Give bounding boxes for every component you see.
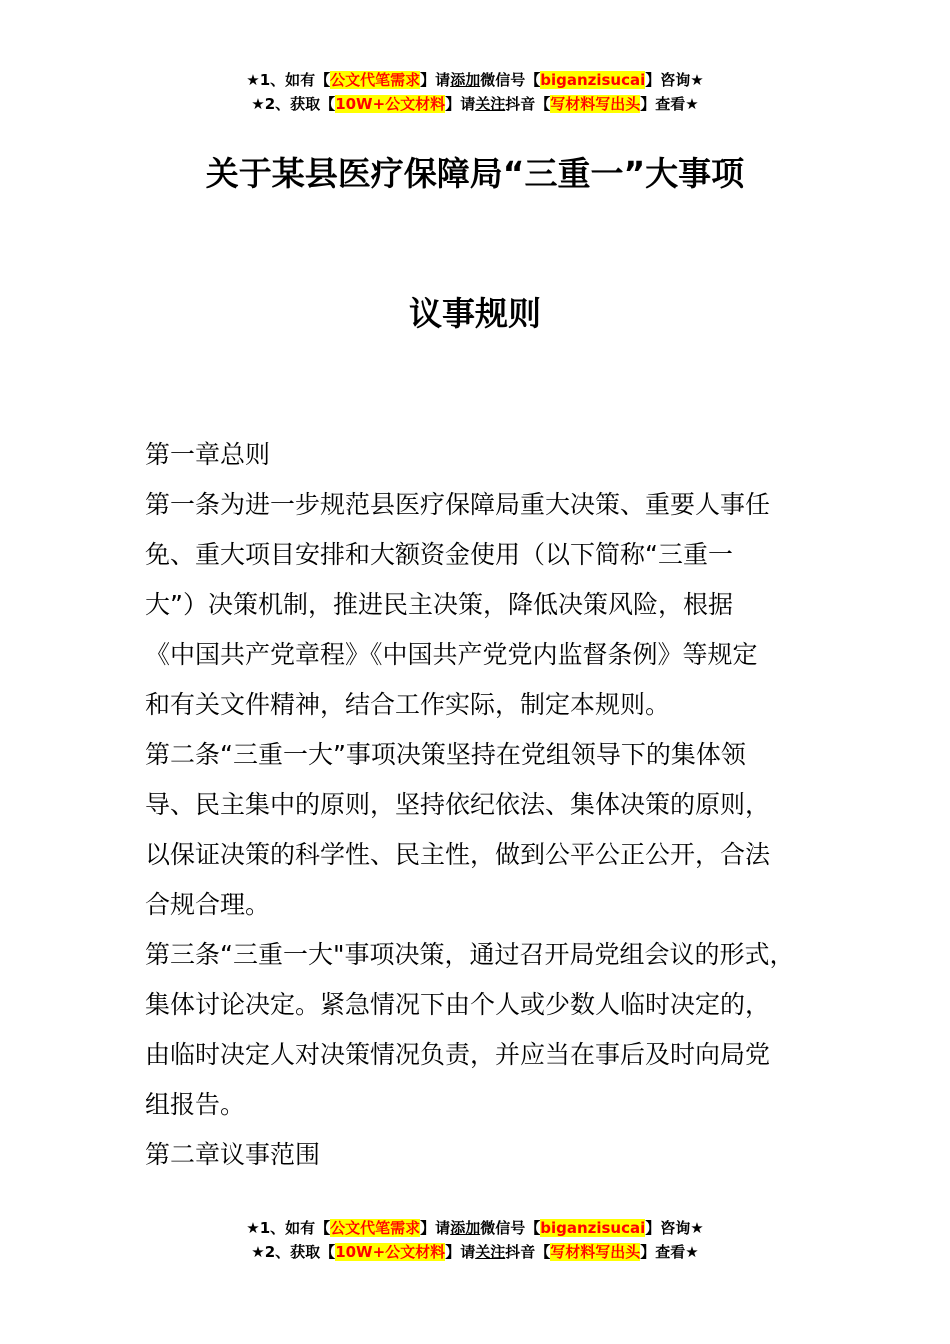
promo-underline: 关注 (475, 95, 506, 113)
promo-text: 】查看★ (640, 95, 699, 113)
promo-douyin-id: 写材料写出头 (550, 95, 641, 113)
body-line: 第二条“三重一大”事项决策坚持在党组领导下的集体领 (145, 740, 746, 769)
promo-line-1 (0, 68, 950, 92)
promo-highlight: 10W+公文材料 (335, 1243, 446, 1261)
promo-text: ★1、如有【 (246, 71, 331, 89)
body-line: 大”）决策机制，推进民主决策，降低决策风险，根据 (145, 590, 733, 619)
promo-wechat-id: biganzisucai (540, 1219, 646, 1237)
promo-text: 】咨询★ (645, 71, 704, 89)
promo-text: 】咨询★ (645, 1219, 704, 1237)
promo-line-2 (0, 92, 950, 116)
promo-highlight: 10W+公文材料 (335, 95, 446, 113)
chapter-heading: 第一章总则 (145, 440, 271, 469)
body-line: 免、重大项目安排和大额资金使用（以下简称“三重一 (145, 540, 733, 569)
promo-text: 抖音【 (505, 1243, 551, 1261)
promo-highlight: 公文代笔需求 (330, 71, 421, 89)
body-line: 由临时决定人对决策情况负责，并应当在事后及时向局党 (145, 1040, 771, 1069)
promo-text: 微信号【 (480, 1219, 541, 1237)
promo-underline: 添加 (450, 71, 481, 89)
promo-line-1 (0, 1216, 950, 1240)
body-line: 集体讨论决定。紧急情况下由个人或少数人临时决定的， (145, 990, 771, 1019)
chapter-heading: 第二章议事范围 (145, 1140, 321, 1169)
promo-text: 】请 (420, 71, 451, 89)
promo-text: ★2、获取【 (251, 95, 336, 113)
body-line: 和有关文件精神，结合工作实际，制定本规则。 (145, 690, 671, 719)
promo-text: 微信号【 (480, 71, 541, 89)
document-body (145, 430, 835, 1180)
document-title-line-1: 关于某县医疗保障局“三重一”大事项 (205, 154, 745, 193)
promo-douyin-id: 写材料写出头 (550, 1243, 641, 1261)
promo-text: 抖音【 (505, 95, 551, 113)
promo-banner-top (0, 68, 950, 116)
promo-text: ★1、如有【 (246, 1219, 331, 1237)
promo-underline: 关注 (475, 1243, 506, 1261)
body-line: 组报告。 (145, 1090, 246, 1119)
body-line: 《中国共产党章程》《中国共产党党内监督条例》等规定 (145, 640, 758, 669)
promo-underline: 添加 (450, 1219, 481, 1237)
promo-text: 】请 (445, 1243, 476, 1261)
promo-text: ★2、获取【 (251, 1243, 336, 1261)
promo-line-2 (0, 1240, 950, 1264)
promo-text: 】请 (420, 1219, 451, 1237)
body-line: 导、民主集中的原则，坚持依纪依法、集体决策的原则， (145, 790, 771, 819)
body-line: 第三条“三重一大"事项决策，通过召开局党组会议的形式， (145, 940, 795, 969)
promo-text: 】查看★ (640, 1243, 699, 1261)
promo-banner-bottom (0, 1216, 950, 1264)
document-title-line-2: 议事规则 (409, 294, 541, 333)
body-line: 第一条为进一步规范县医疗保障局重大决策、重要人事任 (145, 490, 771, 519)
promo-text: 】请 (445, 95, 476, 113)
body-line: 合规合理。 (145, 890, 271, 919)
promo-highlight: 公文代笔需求 (330, 1219, 421, 1237)
body-line: 以保证决策的科学性、民主性，做到公平公正公开，合法 (145, 840, 771, 869)
promo-wechat-id: biganzisucai (540, 71, 646, 89)
